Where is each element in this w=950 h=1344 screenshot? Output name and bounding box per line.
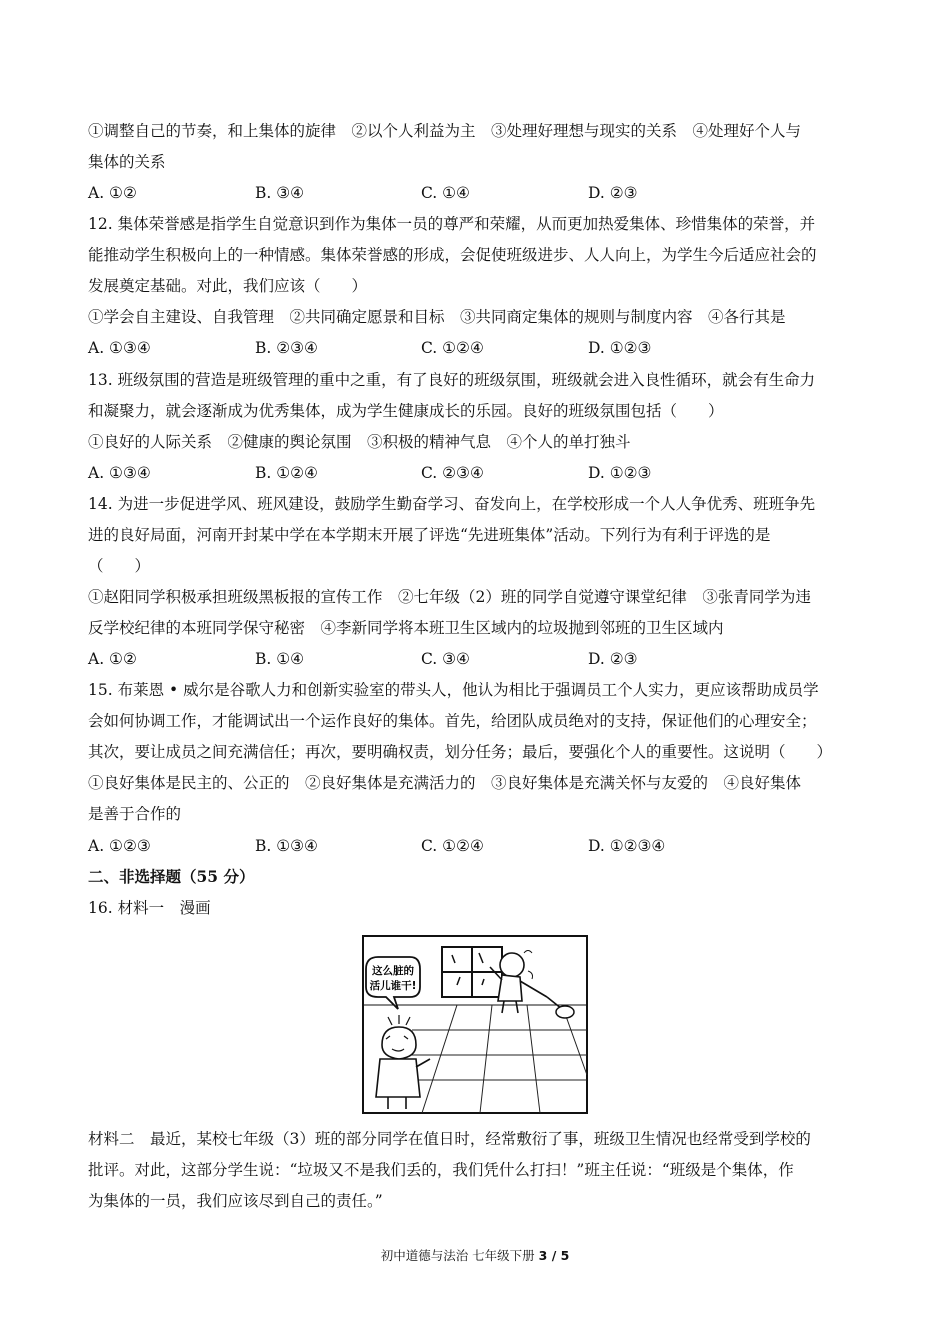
- q11-option-a: A. ①②: [88, 184, 137, 202]
- q12-option-a: A. ①③④: [88, 339, 151, 357]
- q15-statements-line1: ①良好集体是民主的、公正的 ②良好集体是充满活力的 ③良好集体是充满关怀与友爱的 ④良好集体: [88, 774, 802, 792]
- q16-material1-label: 16. 材料一 漫画: [88, 899, 211, 917]
- q15-stem-line2: 会如何协调工作，才能调试出一个运作良好的集体。首先，给团队成员绝对的支持，保证他们的心理安全；: [88, 712, 817, 730]
- q14-option-a: A. ①②: [88, 650, 137, 668]
- q14-stem-line2: 进的良好局面，河南开封某中学在本学期末开展了评选“先进班集体”活动。下列行为有利于评选的是: [88, 526, 771, 544]
- q15-option-d: D. ①②③④: [588, 837, 666, 855]
- q13-option-a: A. ①③④: [88, 464, 151, 482]
- q12-stem-line1: 12. 集体荣誉感是指学生自觉意识到作为集体一员的尊严和荣耀，从而更加热爱集体、珍惜集体的荣誉，并: [88, 215, 816, 233]
- q13-statements: ①良好的人际关系 ②健康的舆论氛围 ③积极的精神气息 ④个人的单打独斗: [88, 433, 631, 451]
- footer-text: 初中道德与法治 七年级下册: [380, 1248, 539, 1263]
- speech-bubble-line2: 活儿谁干!: [369, 980, 417, 992]
- speech-bubble-line1: 这么脏的: [372, 965, 414, 977]
- q16-material2-line2: 批评。对此，这部分学生说：“垃圾又不是我们丢的，我们凭什么打扫！”班主任说：“班级是个集体，作: [88, 1161, 794, 1179]
- q13-stem-line1: 13. 班级氛围的营造是班级管理的重中之重，有了良好的班级氛围，班级就会进入良性循环，就会有生命力: [88, 371, 816, 389]
- cartoon-illustration: [362, 935, 588, 1114]
- q15-option-b: B. ①③④: [255, 837, 318, 855]
- q11-statements-line2: 集体的关系: [88, 153, 166, 171]
- q14-option-d: D. ②③: [588, 650, 638, 668]
- q15-option-a: A. ①②③: [88, 837, 151, 855]
- q13-option-c: C. ②③④: [421, 464, 484, 482]
- q12-option-c: C. ①②④: [421, 339, 484, 357]
- section-title: 二、非选择题（55 分）: [88, 867, 255, 886]
- q11-option-b: B. ③④: [255, 184, 305, 202]
- q16-material2-line3: 为集体的一员，我们应该尽到自己的责任。”: [88, 1192, 383, 1210]
- q12-statements: ①学会自主建设、自我管理 ②共同确定愿景和目标 ③共同商定集体的规则与制度内容 ④各行其是: [88, 308, 786, 326]
- q12-stem-line3: 发展奠定基础。对此，我们应该（ ）: [88, 277, 368, 295]
- q14-option-c: C. ③④: [421, 650, 470, 668]
- q12-option-d: D. ①②③: [588, 339, 652, 357]
- q11-option-d: D. ②③: [588, 184, 638, 202]
- q15-stem-line3: 其次，要让成员之间充满信任；再次，要明确权责，划分任务；最后，要强化个人的重要性。这说明（ ）: [88, 743, 833, 761]
- q11-statements-line1: ①调整自己的节奏，和上集体的旋律 ②以个人利益为主 ③处理好理想与现实的关系 ④处理好个人与: [88, 122, 802, 140]
- q16-material2-line1: 材料二 最近，某校七年级（3）班的部分同学在值日时，经常敷衍了事，班级卫生情况也经常受到学校的: [88, 1130, 811, 1148]
- q15-statements-line2: 是善于合作的: [88, 805, 182, 823]
- q14-statements-line1: ①赵阳同学积极承担班级黑板报的宣传工作 ②七年级（2）班的同学自觉遵守课堂纪律 ③张青同学为违: [88, 588, 811, 606]
- q14-stem-line1: 14. 为进一步促进学风、班风建设，鼓励学生勤奋学习、奋发向上，在学校形成一个人人争优秀、班班争先: [88, 495, 816, 513]
- q12-option-b: B. ②③④: [255, 339, 318, 357]
- q11-option-c: C. ①④: [421, 184, 470, 202]
- q12-stem-line2: 能推动学生积极向上的一种情感。集体荣誉感的形成，会促使班级进步、人人向上，为学生今后适应社会的: [88, 246, 817, 264]
- q14-statements-line2: 反学校纪律的本班同学保守秘密 ④李新同学将本班卫生区域内的垃圾抛到邻班的卫生区域内: [88, 619, 724, 637]
- q14-stem-line3: （ ）: [88, 557, 151, 575]
- q13-option-d: D. ①②③: [588, 464, 652, 482]
- page-footer: [0, 1246, 950, 1264]
- q15-stem-line1: 15. 布莱恩 • 威尔是谷歌人力和创新实验室的带头人，他认为相比于强调员工个人实力，更应该帮助成员学: [88, 681, 819, 699]
- q15-option-c: C. ①②④: [421, 837, 484, 855]
- q13-option-b: B. ①②④: [255, 464, 318, 482]
- page-number: 3 / 5: [538, 1248, 570, 1263]
- q13-stem-line2: 和凝聚力，就会逐渐成为优秀集体，成为学生健康成长的乐园。良好的班级氛围包括（ ）: [88, 402, 724, 420]
- q14-option-b: B. ①④: [255, 650, 305, 668]
